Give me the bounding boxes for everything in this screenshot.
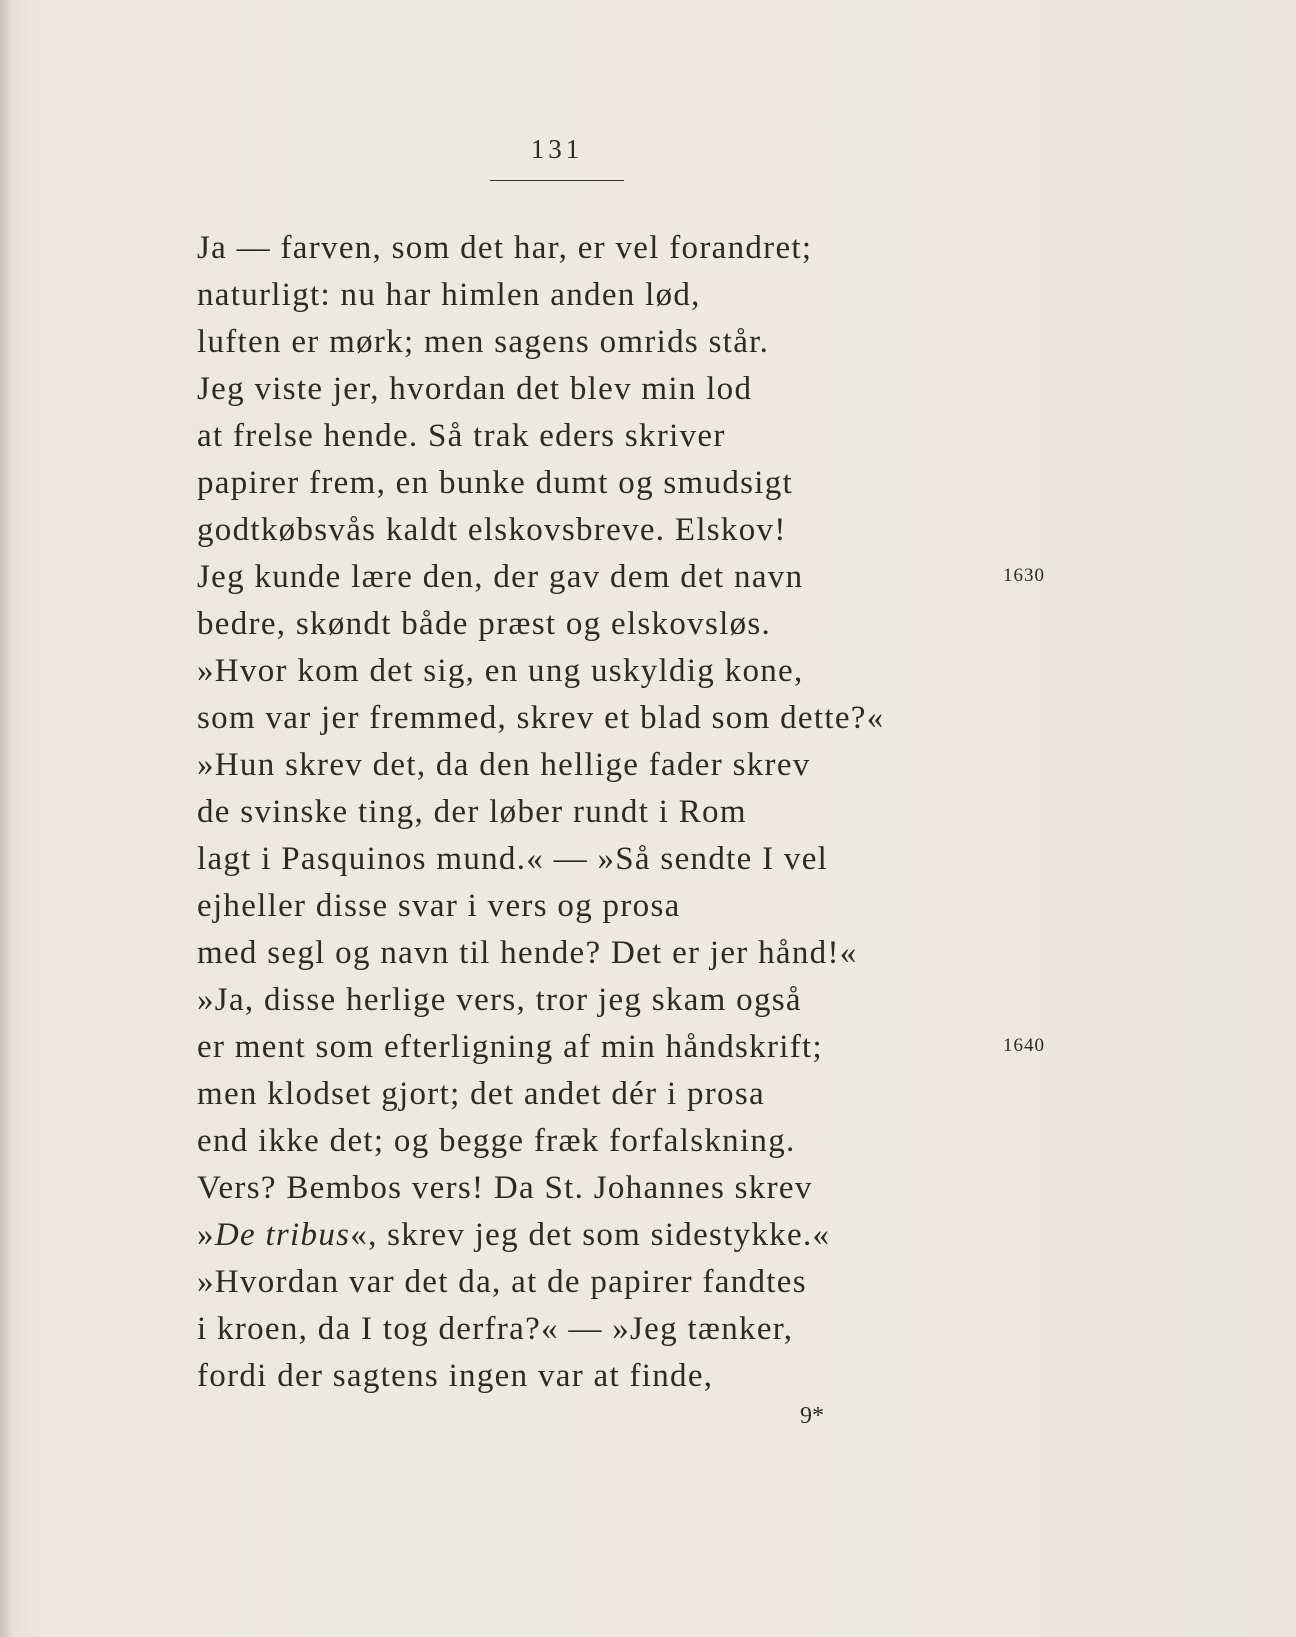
poem-line: som var jer fremmed, skrev et blad som dette?« [197,700,885,736]
signature-mark: 9* [800,1403,824,1429]
poem-line: end ikke det; og begge fræk forfalskning. [197,1123,796,1159]
poem-line: »Hvordan var det da, at de papirer fandtes [197,1264,807,1300]
poem-line: men klodset gjort; det andet dér i prosa [197,1076,765,1112]
poem-line: »Ja, disse herlige vers, tror jeg skam også [197,982,802,1018]
poem-line: »Hvor kom det sig, en ung uskyldig kone, [197,653,804,689]
margin-line-number: 1640 [1003,1035,1045,1056]
poem-line: med segl og navn til hende? Det er jer hånd!« [197,935,858,971]
poem-line: de svinske ting, der løber rundt i Rom [197,794,747,830]
open-quote: » [197,1217,215,1253]
poem-line: ejheller disse svar i vers og prosa [197,888,681,924]
poem-line: papirer frem, en bunke dumt og smudsigt [197,465,794,501]
margin-line-number: 1630 [1003,565,1045,586]
poem-line: Jeg viste jer, hvordan det blev min lod [197,371,753,407]
poem-text [197,225,977,1400]
poem-line: er ment som efterligning af min håndskrift; [197,1029,823,1065]
poem-line: lagt i Pasquinos mund.« — »Så sendte I vel [197,841,829,877]
poem-line: fordi der sagtens ingen var at finde, [197,1358,714,1394]
line-rest: «, skrev jeg det som sidestykke.« [350,1217,831,1253]
poem-line: »Hun skrev det, da den hellige fader skrev [197,747,811,783]
poem-line: Jeg kunde lære den, der gav dem det navn [197,559,804,595]
header-rule [490,180,624,181]
poem-line: naturligt: nu har himlen anden lød, [197,277,701,313]
poem-line: luften er mørk; men sagens omrids står. [197,324,770,360]
poem-line: bedre, skøndt både præst og elskovsløs. [197,606,772,642]
italic-title: De tribus [214,1217,351,1253]
poem-line: Vers? Bembos vers! Da St. Johannes skrev [197,1170,813,1206]
binding-shadow [0,0,12,1637]
poem-line-italic-title [197,1212,977,1259]
poem-line: i kroen, da I tog derfra?« — »Jeg tænker, [197,1311,794,1347]
page-number: 131 [530,134,584,164]
poem-line: Ja — farven, som det har, er vel forandret; [197,230,813,266]
poem-line: godtkøbsvås kaldt elskovsbreve. Elskov! [197,512,787,548]
poem-line: at frelse hende. Så trak eders skriver [197,418,726,454]
